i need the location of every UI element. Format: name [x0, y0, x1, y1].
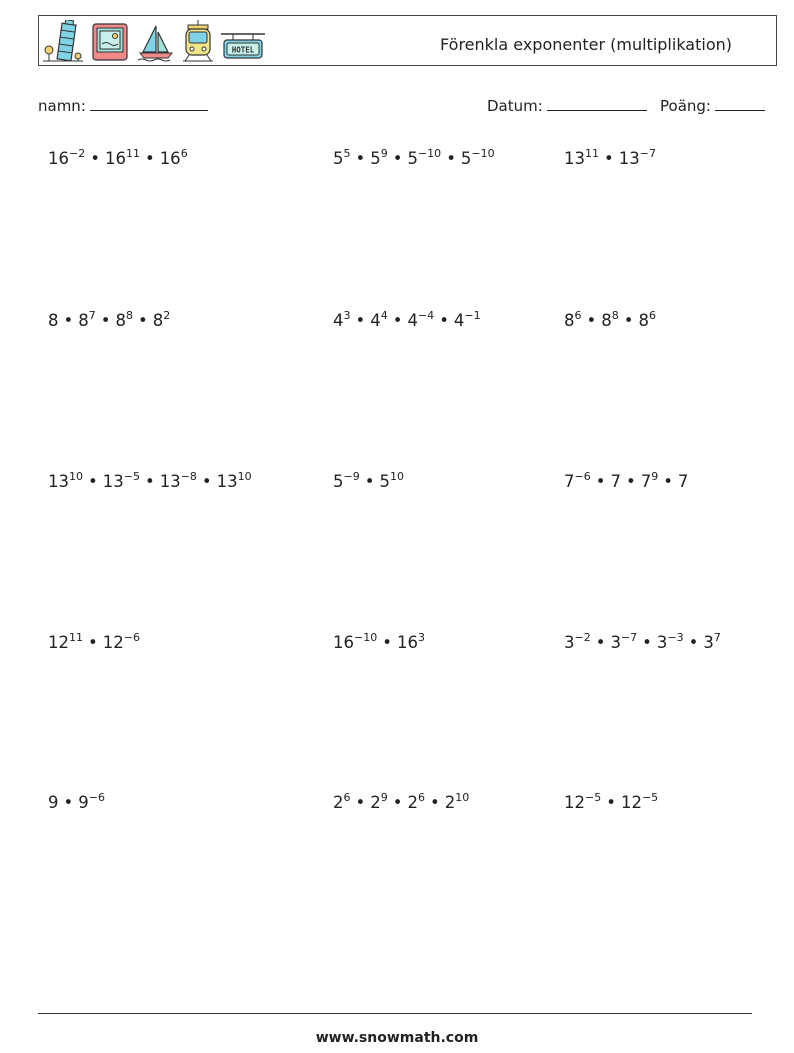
base: 8	[601, 311, 612, 330]
multiply-dot: •	[446, 149, 456, 168]
multiply-dot: •	[429, 793, 440, 812]
hotel-sign-text: HOTEL	[231, 45, 255, 55]
multiply-dot: •	[595, 633, 606, 652]
base: 3	[610, 633, 621, 652]
base: 7	[610, 472, 621, 491]
multiply-dot: •	[364, 472, 375, 491]
exponent: −7	[639, 147, 656, 160]
exponent: −7	[620, 631, 638, 644]
exponent: −10	[471, 147, 495, 160]
base: 8	[564, 311, 575, 330]
worksheet-header	[38, 15, 777, 66]
date-field	[487, 96, 647, 115]
base: 8	[115, 311, 126, 330]
base: 13	[216, 472, 238, 491]
base: 7	[564, 472, 575, 491]
multiply-dot: •	[392, 793, 403, 812]
name-field	[38, 96, 208, 115]
problem-15	[564, 793, 658, 812]
base: 13	[159, 472, 181, 491]
score-blank[interactable]	[715, 96, 765, 111]
exponent: 3	[343, 309, 351, 322]
header-icons	[43, 20, 265, 62]
name-blank[interactable]	[90, 96, 208, 111]
base: 13	[564, 149, 585, 168]
leaning-tower-icon	[43, 20, 83, 62]
exponent: 2	[163, 309, 171, 322]
exponent: −10	[417, 147, 442, 160]
exponent: 6	[648, 309, 656, 322]
base: 4	[453, 311, 465, 330]
exponent: −1	[464, 309, 481, 322]
multiply-dot: •	[201, 472, 212, 491]
exponent: 6	[574, 309, 582, 322]
score-field	[660, 96, 765, 115]
multiply-dot: •	[88, 472, 98, 491]
multiply-dot: •	[625, 472, 636, 491]
base: 2	[444, 793, 456, 812]
multiply-dot: •	[144, 472, 155, 491]
exponent: 4	[380, 309, 388, 322]
problem-8	[333, 472, 404, 491]
base: 3	[703, 633, 714, 652]
exponent: 6	[180, 147, 188, 160]
problem-11	[333, 633, 425, 652]
multiply-dot: •	[355, 793, 366, 812]
base: 12	[620, 793, 642, 812]
problem-13	[48, 793, 105, 812]
base: 5	[333, 472, 344, 491]
multiply-dot: •	[355, 311, 366, 330]
base: 2	[370, 793, 381, 812]
problem-1	[48, 149, 188, 168]
multiply-dot: •	[586, 311, 597, 330]
exponent: 3	[417, 631, 425, 644]
base: 16	[104, 149, 126, 168]
exponent: −8	[180, 470, 197, 483]
exponent: 10	[237, 470, 252, 483]
problem-6	[564, 311, 656, 330]
date-label: Datum:	[487, 97, 543, 115]
exponent: 6	[343, 791, 351, 804]
exponent: 9	[380, 791, 388, 804]
exponent: −5	[641, 791, 659, 804]
base: 16	[333, 633, 354, 652]
base: 4	[333, 311, 344, 330]
base: 5	[407, 149, 418, 168]
picture-frame-icon	[91, 22, 129, 62]
exponent: −5	[585, 791, 602, 804]
base: 9	[78, 793, 89, 812]
exponent: −2	[574, 631, 591, 644]
exponent: 10	[389, 470, 404, 483]
exponent: −6	[574, 470, 591, 483]
base: 8	[152, 311, 164, 330]
base: 3	[656, 633, 668, 652]
base: 9	[48, 793, 59, 812]
date-blank[interactable]	[547, 96, 647, 111]
tram-icon	[183, 20, 213, 62]
multiply-dot: •	[144, 149, 155, 168]
multiply-dot: •	[355, 149, 366, 168]
exponent: −6	[88, 791, 105, 804]
sailboat-icon	[137, 24, 175, 62]
exponent: 5	[343, 147, 351, 160]
base: 3	[564, 633, 575, 652]
exponent: −9	[343, 470, 360, 483]
name-label: namn:	[38, 97, 86, 115]
exponent: −4	[417, 309, 435, 322]
base: 5	[333, 149, 344, 168]
multiply-dot: •	[90, 149, 100, 168]
multiply-dot: •	[137, 311, 148, 330]
base: 13	[102, 472, 124, 491]
multiply-dot: •	[595, 472, 606, 491]
base: 2	[333, 793, 344, 812]
multiply-dot: •	[88, 633, 98, 652]
exponent: 6	[417, 791, 425, 804]
exponent: −5	[123, 470, 140, 483]
base: 4	[370, 311, 381, 330]
exponent: 8	[611, 309, 619, 322]
exponent: 7	[88, 309, 96, 322]
base: 7	[677, 472, 689, 491]
problem-4	[48, 311, 170, 330]
multiply-dot: •	[439, 311, 449, 330]
exponent: 11	[69, 631, 83, 644]
multiply-dot: •	[392, 311, 403, 330]
multiply-dot: •	[382, 633, 392, 652]
multiply-dot: •	[642, 633, 652, 652]
multiply-dot: •	[100, 311, 111, 330]
multiply-dot: •	[63, 311, 74, 330]
score-label: Poäng:	[660, 97, 711, 115]
base: 7	[640, 472, 652, 491]
problem-9	[564, 472, 688, 491]
exponent: 8	[125, 309, 133, 322]
base: 4	[407, 311, 418, 330]
base: 5	[370, 149, 381, 168]
exponent: −2	[69, 147, 86, 160]
problem-14	[333, 793, 469, 812]
base: 8	[638, 311, 649, 330]
exponent: 9	[651, 470, 659, 483]
exponent: 7	[713, 631, 721, 644]
base: 8	[48, 311, 59, 330]
multiply-dot: •	[604, 149, 614, 168]
problem-7	[48, 472, 252, 491]
base: 2	[407, 793, 418, 812]
exponent: −3	[667, 631, 684, 644]
base: 13	[48, 472, 69, 491]
footer-divider	[38, 1013, 752, 1014]
base: 5	[460, 149, 472, 168]
base: 8	[78, 311, 89, 330]
multiply-dot: •	[663, 472, 673, 491]
hotel-sign-icon	[221, 32, 265, 62]
exponent: −6	[123, 631, 140, 644]
footer-url: www.snowmath.com	[315, 1030, 479, 1046]
problem-2	[333, 149, 495, 168]
exponent: 11	[585, 147, 599, 160]
exponent: 9	[380, 147, 388, 160]
exponent: 10	[455, 791, 470, 804]
multiply-dot: •	[606, 793, 616, 812]
base: 16	[159, 149, 181, 168]
problem-3	[564, 149, 656, 168]
worksheet-title: Förenkla exponenter (multiplikation)	[440, 35, 732, 54]
base: 13	[618, 149, 640, 168]
base: 12	[564, 793, 585, 812]
base: 5	[379, 472, 390, 491]
base: 12	[102, 633, 124, 652]
problem-10	[48, 633, 140, 652]
problem-5	[333, 311, 481, 330]
exponent: 10	[69, 470, 83, 483]
multiply-dot: •	[63, 793, 74, 812]
multiply-dot: •	[623, 311, 634, 330]
multiply-dot: •	[392, 149, 403, 168]
exponent: −10	[354, 631, 378, 644]
base: 16	[396, 633, 418, 652]
multiply-dot: •	[688, 633, 699, 652]
base: 16	[48, 149, 69, 168]
exponent: 11	[125, 147, 140, 160]
base: 12	[48, 633, 69, 652]
problem-12	[564, 633, 721, 652]
